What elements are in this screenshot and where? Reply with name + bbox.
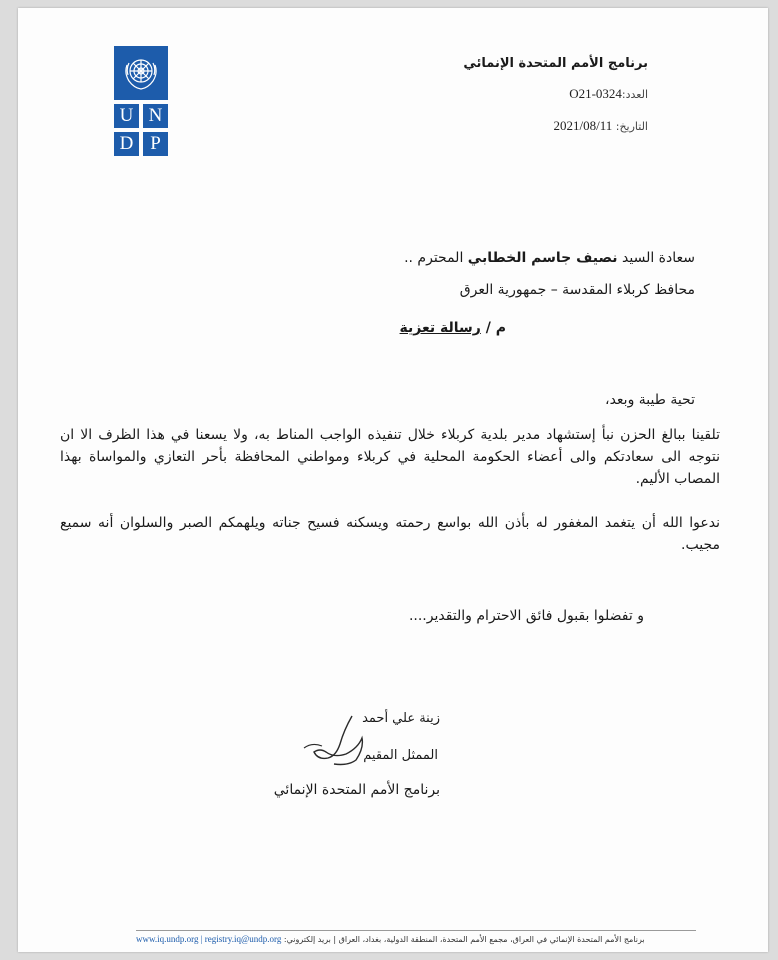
footer-divider <box>136 930 696 931</box>
reference-number <box>368 86 648 102</box>
closing-line: و تفضلوا بقبول فائق الاحترام والتقدير.... <box>408 608 644 624</box>
addressee-name: نصيف جاسم الخطابي <box>467 250 618 266</box>
addressee-prefix: سعادة السيد <box>622 250 695 266</box>
body-paragraph-2: ندعوا الله أن يتغمد المغفور له بأذن الله بواسع رحمته ويسكنه فسيح جناته ويلهمكم الصبر والسلوان أنه سميع مجيب. <box>60 515 720 553</box>
subject-line <box>400 320 506 336</box>
organization-name: برنامج الأمم المتحدة الإنمائي <box>463 56 648 71</box>
signatory-title: الممثل المقيم <box>363 748 438 763</box>
undp-logo <box>114 46 168 156</box>
logo-letter: U <box>114 104 139 128</box>
date-label: التاريخ: <box>615 120 648 133</box>
date-value: 2021/08/11 <box>553 118 613 133</box>
letter-date <box>368 118 648 134</box>
logo-letter: D <box>114 132 139 156</box>
body-paragraph-1: تلقينا ببالغ الحزن نبأ إستشهاد مدير بلدية كربلاء خلال تنفيذه الواجب المناط به، ولا يسعنا في هذا الظرف الا ان نتوجه الى سعادتكم والى أعضاء الحكومة المحلية في كربلاء ومواطني المحافظة بأحر التعازي والمواساة بهذا المصاب الأليم. <box>60 427 720 487</box>
logo-letter: N <box>143 104 168 128</box>
reference-label: العدد: <box>621 88 648 101</box>
footer-address: برنامج الأمم المتحدة الإنمائي في العراق، مجمع الأمم المتحدة، المنطقة الدولية، بغداد، العراق | بريد إلكتروني: <box>283 935 645 944</box>
letter-page <box>18 8 768 952</box>
signatory-organization: برنامج الأمم المتحدة الإنمائي <box>273 782 440 798</box>
reference-value: O21-0324 <box>569 86 622 101</box>
addressee-suffix: المحترم .. <box>404 250 464 266</box>
un-emblem-icon <box>114 46 168 100</box>
signatory-name: زينة علي أحمد <box>362 711 440 726</box>
subject-text: رسالة تعزية <box>399 320 481 336</box>
greeting: تحية طيبة وبعد، <box>605 392 695 408</box>
addressee-position: محافظ كربلاء المقدسة – جمهورية العرق <box>459 282 695 298</box>
footer-links[interactable]: www.iq.undp.org | registry.iq@undp.org <box>136 934 282 944</box>
addressee-line <box>404 250 695 266</box>
subject-prefix: م / <box>485 320 506 336</box>
footer <box>136 934 696 944</box>
logo-letter: P <box>143 132 168 156</box>
